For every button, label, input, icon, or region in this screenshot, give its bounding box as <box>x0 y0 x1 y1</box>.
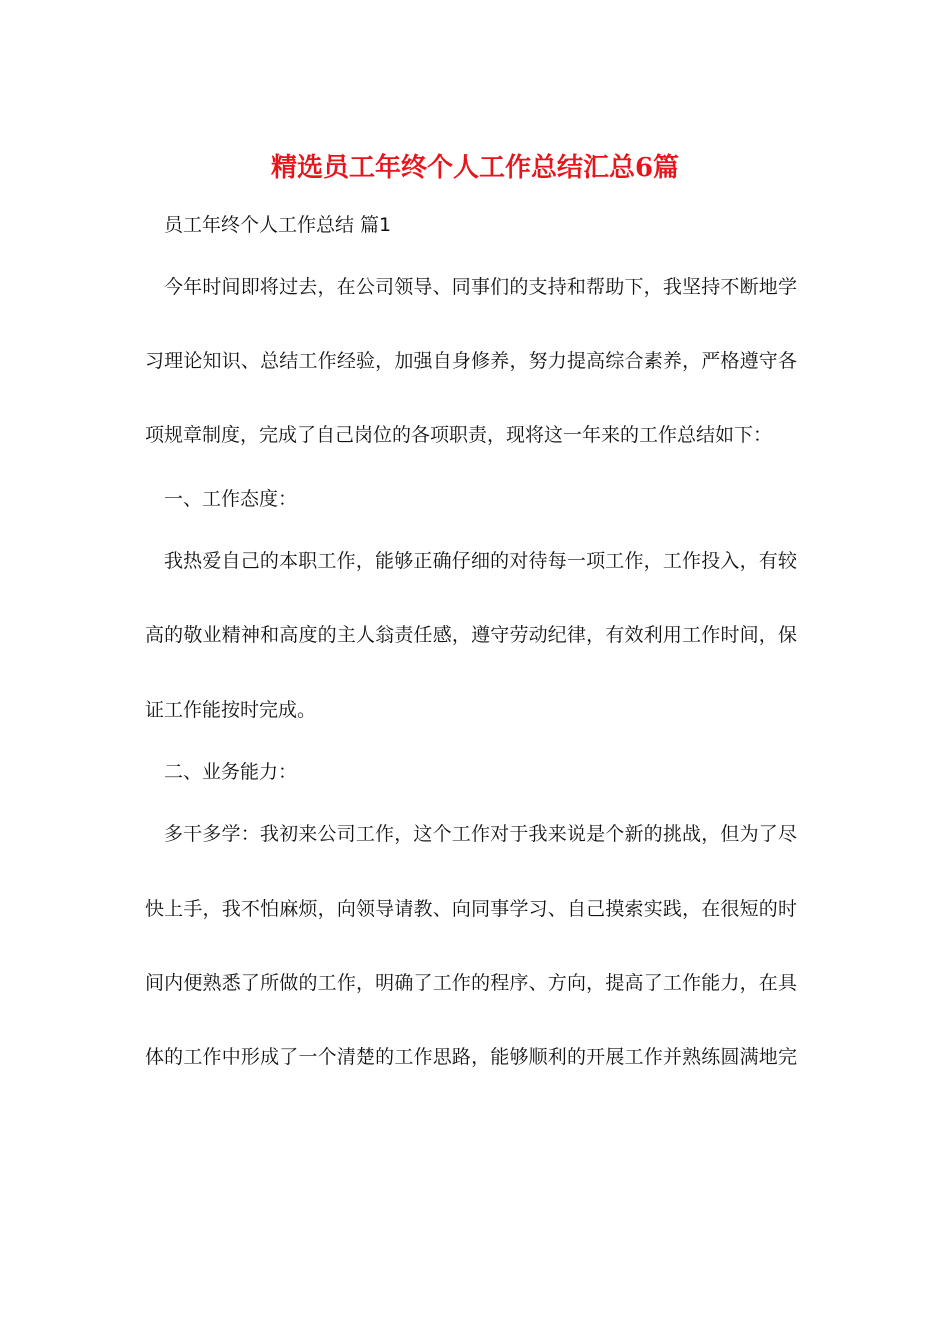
paragraph-line: 今年时间即将过去，在公司领导、同事们的支持和帮助下，我坚持不断地学 <box>164 276 797 298</box>
paragraph-line: 高的敬业精神和高度的主人翁责任感，遵守劳动纪律，有效利用工作时间，保 <box>145 624 797 646</box>
paragraph-line: 快上手，我不怕麻烦，向领导请教、向同事学习、自己摸索实践，在很短的时 <box>145 898 797 920</box>
paragraph-line: 间内便熟悉了所做的工作，明确了工作的程序、方向，提高了工作能力，在具 <box>145 972 797 994</box>
section-heading: 员工年终个人工作总结 篇1 <box>164 214 392 236</box>
paragraph-line: 习理论知识、总结工作经验，加强自身修养，努力提高综合素养，严格遵守各 <box>145 350 797 372</box>
subheading-business-ability: 二、业务能力： <box>164 761 298 783</box>
paragraph-line: 证工作能按时完成。 <box>145 699 317 721</box>
document-title: 精选员工年终个人工作总结汇总6篇 <box>270 153 680 183</box>
paragraph-line: 我热爱自己的本职工作，能够正确仔细的对待每一项工作，工作投入，有较 <box>164 550 797 572</box>
paragraph-line: 项规章制度，完成了自己岗位的各项职责，现将这一年来的工作总结如下： <box>145 424 773 446</box>
subheading-work-attitude: 一、工作态度： <box>164 488 298 510</box>
paragraph-line: 体的工作中形成了一个清楚的工作思路，能够顺利的开展工作并熟练圆满地完 <box>145 1046 797 1068</box>
paragraph-line: 多干多学：我初来公司工作，这个工作对于我来说是个新的挑战，但为了尽 <box>164 823 797 845</box>
